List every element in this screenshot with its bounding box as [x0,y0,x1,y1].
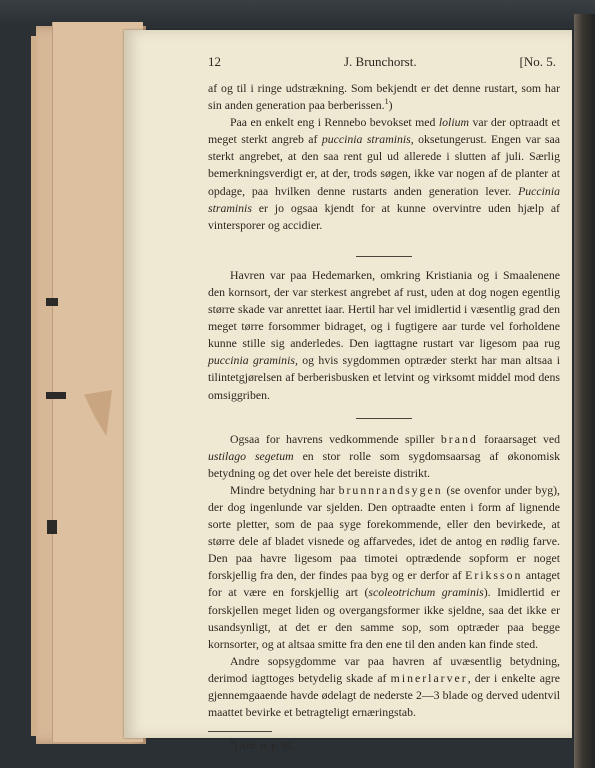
section-divider [356,256,412,257]
page-body [208,80,560,753]
page-number: 12 [208,54,221,69]
emphasized-term: brunnrandsygen [338,482,443,497]
running-author: J. Brunchorst. [344,54,417,69]
section-divider [356,418,412,419]
footnote-ref: 1 [384,97,389,107]
book-page [124,30,572,753]
paragraph: Mindre betydning har brunnrandsygen (se ovenfor under byg), der dog ingenlunde var sjelden. Den optraadte enten i form af lignende sorte pletter, som de paa syge forekommende, eller den bevirkede, at større dele af bladet visnede og affarvedes, idet de antog en rødlig farve. Den paa havre ligesom paa timotei optrædende sopform er noget forskjellig fra den, der findes paa byg og er derfor af Eriksson antaget for at være en forskjellig art (scoleotrichum graminis). Imidlertid er forskjellen meget liden og overgangsformer ikke sjeldne, saa det ikke er usandsynligt, at det er den samme sop, som optræder paa begge kornsorter, og at altsaa smitte fra den ene til den anden kan finde sted. [208,482,561,651]
paragraph: Paa en enkelt eng i Rennebo bevokset med lolium var der optraadt et meget sterkt angreb af puccinia straminis, oksetungerust. Engen var saa sterkt angrebet, at den saa rent gul ud allerede i slutten af juli. Særlig bemerkningsverdigt er, at der, trods søgen, ikke var nogen af de planter at opdage, paa hvilken denne rustarts anden generation lever. Puccinia straminis er jo ogsaa kjendt for at kunne overvintre uden hjælp af vintersporer og accidier. [208,115,560,232]
paragraph: Havren var paa Hedemarken, omkring Kristiania og i Smaalenene den kornsort, der var sterkest angrebet af rust, uden at dog nogen egentlig større skade var anrettet iaar. Hertil har vel imidlertid i væsentlig grad den meget tørre forsommer bidraget, og i fugtigere aar turde vel forholdene kunne stille sig anderledes. Den iagttagne rustart var ligesom paa rug puccinia graminis, og hvis sygdommen optræder sterkt har man altsaa i tilintetgjørelsen af berberisbusken et letvint og virksomt middel mod dens omsiggriben. [208,267,560,402]
scan-backdrop [0,0,595,22]
footnote-marker: 1 [230,737,234,747]
species-name: Puccinia straminis [208,183,560,215]
book-spine-edge [574,14,595,768]
species-name: puccinia straminis, [321,132,414,147]
species-name: scoleotrichum graminis [368,585,484,600]
species-name: puccinia graminis, [208,353,298,368]
emphasized-term: minerlarver [390,670,468,685]
issue-number: [No. 5. [519,54,556,69]
page-notch [47,520,57,534]
paragraph: Ogsaa for havrens vedkommende spiller brand foraarsaget ved ustilago segetum en stor rolle som sygdomsaarsag af økonomisk betydning og det over hele det bereiste distrikt. [208,431,561,480]
emphasized-term: brand [440,431,478,446]
emphasized-name: Eriksson [465,568,523,583]
species-name: ustilago segetum [208,448,294,463]
running-header [208,54,558,72]
species-name: lolium [438,115,470,130]
paragraph: af og til i ringe udstrækning. Som bekjendt er det denne rustart, som har sin anden generation paa berberissen.$^1$) [208,81,560,113]
paragraph: Andre sopsygdomme var paa havren af uvæsentlig betydning, derimod iagttoges betydelig skade af minerlarver, der i enkelte agre gjennemgaaende havde ødelagt de nederste 2—3 blade og derved udentvil maattet bevirke et betragteligt ernæringstab. [208,653,560,720]
page-notch [46,298,58,306]
footnote: $^1$) Anf. st. p. 95. [230,737,294,753]
footnote-divider [208,731,272,732]
page-notch [46,392,66,399]
